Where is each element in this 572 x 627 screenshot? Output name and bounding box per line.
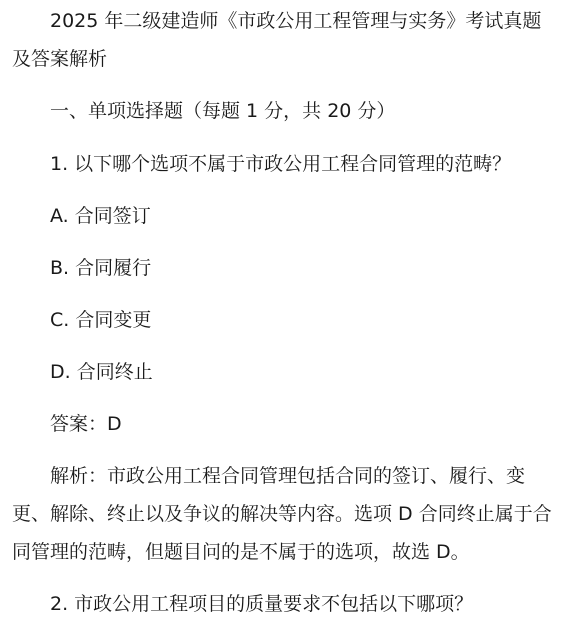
question-1-option-c: C. 合同变更 (50, 309, 152, 331)
document-title: 2025 年二级建造师《市政公用工程管理与实务》考试真题及答案解析 (12, 10, 542, 70)
question-1-answer: 答案：D (50, 413, 122, 435)
question-2-stem: 2. 市政公用工程项目的质量要求不包括以下哪项？ (50, 593, 474, 615)
question-1-stem: 1. 以下哪个选项不属于市政公用工程合同管理的范畴？ (50, 153, 512, 175)
question-1-option-b: B. 合同履行 (50, 257, 152, 279)
section-heading: 一、单项选择题（每题 1 分，共 20 分） (50, 100, 396, 122)
question-1-analysis: 解析：市政公用工程合同管理包括合同的签订、履行、变更、解除、终止以及争议的解决等内容。选项 D 合同终止属于合同管理的范畴，但题目问的是不属于的选项，故选 D。 (12, 465, 552, 563)
question-1-option-a: A. 合同签订 (50, 205, 151, 227)
question-1-option-d: D. 合同终止 (50, 361, 153, 383)
